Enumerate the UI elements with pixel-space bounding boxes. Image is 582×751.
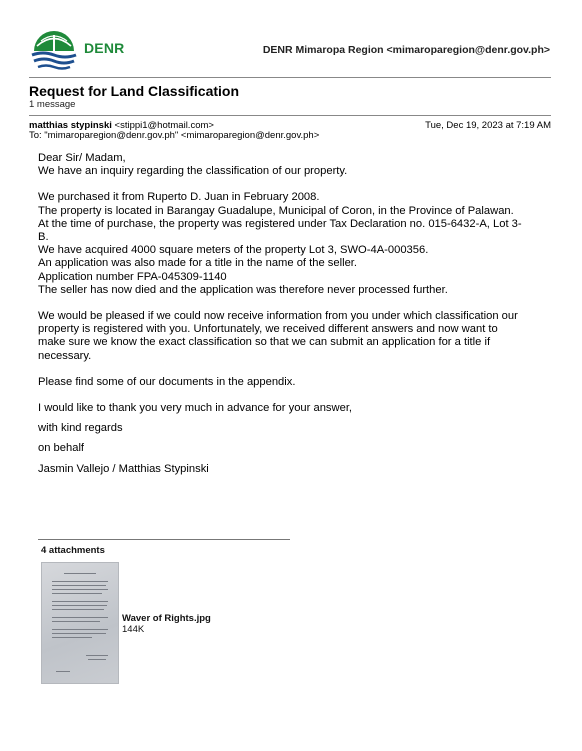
attachment-name[interactable]: Waver of Rights.jpg xyxy=(122,613,211,624)
sender-name: matthias stypinski xyxy=(29,120,112,131)
message-count: 1 message xyxy=(29,99,76,110)
body-line: The seller has now died and the application was therefore never processed further. xyxy=(38,283,448,296)
body-line: The property is located in Barangay Guadalupe, Municipal of Coron, in the Province of Palawan. xyxy=(38,204,514,217)
body-line: Please find some of our documents in the appendix. xyxy=(38,375,296,388)
body-line: We would be pleased if we could now receive information from you under which classification our xyxy=(38,310,518,323)
body-line: I would like to thank you very much in advance for your answer, xyxy=(38,402,353,415)
body-line: necessary. xyxy=(38,349,92,362)
body-line: At the time of purchase, the property was registered under Tax Declaration no. 015-6432-A, Lot 3- xyxy=(38,217,522,230)
signature: Jasmin Vallejo / Matthias Stypinski xyxy=(38,462,209,475)
thread-divider xyxy=(29,115,551,116)
body-line: B. xyxy=(38,231,49,244)
attachment-size: 144K xyxy=(122,624,145,635)
message-date: Tue, Dec 19, 2023 at 7:19 AM xyxy=(425,120,551,131)
body-line: An application was also made for a title in the name of the seller. xyxy=(38,257,358,270)
attachment-thumbnail[interactable] xyxy=(41,562,119,684)
body-line: We purchased it from Ruperto D. Juan in February 2008. xyxy=(38,191,320,204)
message-body xyxy=(38,152,543,476)
sender-email[interactable]: <stippi1@hotmail.com> xyxy=(114,120,214,131)
attachments-divider xyxy=(38,539,290,540)
recipients: To: "mimaroparegion@denr.gov.ph" <mimaroparegion@denr.gov.ph> xyxy=(29,130,320,141)
closing-line: with kind regards xyxy=(38,422,123,435)
body-line: make sure we know the exact classification so that we can submit an application for a title if xyxy=(38,336,491,349)
body-line: property is registered with you. Unfortunately, we received different answers and now want to xyxy=(38,323,498,336)
print-header xyxy=(0,0,582,80)
body-line: We have acquired 4000 square meters of the property Lot 3, SWO-4A-000356. xyxy=(38,244,429,257)
header-divider xyxy=(29,77,551,78)
attachments-count: 4 attachments xyxy=(41,545,105,556)
logo-text: DENR xyxy=(84,40,125,56)
email-subject: Request for Land Classification xyxy=(29,83,240,99)
account-label: DENR Mimaropa Region <mimaroparegion@denr.gov.ph> xyxy=(262,44,550,56)
body-line: Application number FPA-045309-1140 xyxy=(38,270,227,283)
body-line: We have an inquiry regarding the classification of our property. xyxy=(38,165,348,178)
denr-logo-icon xyxy=(29,27,79,71)
on-behalf-line: on behalf xyxy=(38,442,85,455)
body-line: Dear Sir/ Madam, xyxy=(38,152,126,164)
